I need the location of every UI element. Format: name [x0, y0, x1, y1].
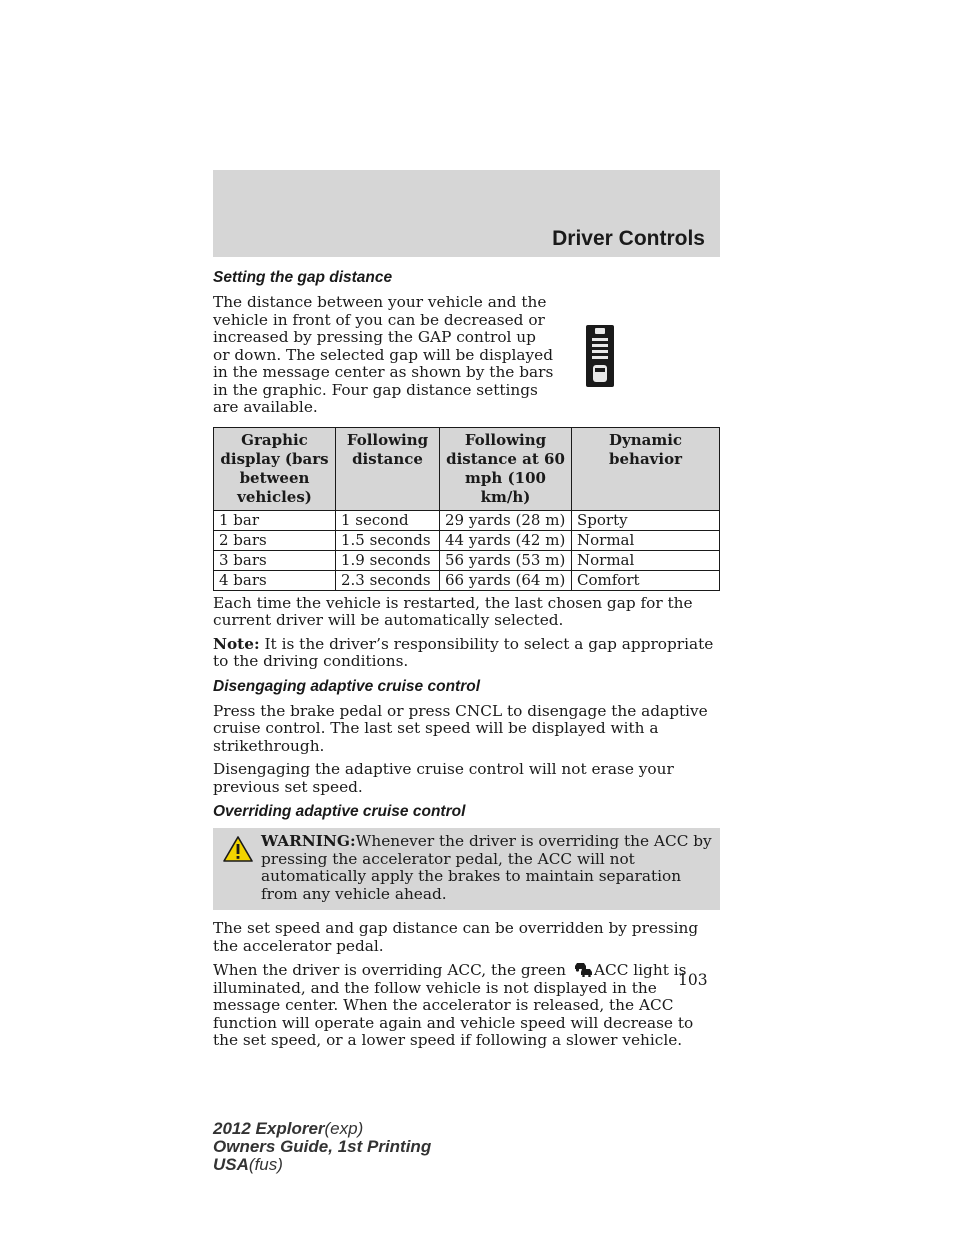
footer-line-1 — [213, 1120, 431, 1138]
table-cell: 3 bars — [214, 550, 336, 570]
warning-label: WARNING: — [261, 832, 356, 850]
footer-market-code: (fus) — [248, 1155, 283, 1174]
table-cell: 1 bar — [214, 510, 336, 530]
restart-paragraph: Each time the vehicle is restarted, the last chosen gap for the current driver will be automatically selected. — [213, 593, 693, 629]
table-cell: 1 second — [336, 510, 440, 530]
disengage-heading: Disengaging adaptive cruise control — [213, 677, 481, 695]
footer — [213, 1120, 431, 1174]
warning-paragraph — [219, 833, 714, 903]
table-cell: 44 yards (42 m) — [440, 530, 572, 550]
gap-heading: Setting the gap distance — [213, 269, 393, 286]
acc-vehicle-icon — [574, 961, 594, 977]
table-cell: Normal — [572, 530, 720, 550]
gap-distance-table — [213, 427, 720, 591]
warning-box — [213, 828, 720, 910]
col-header-behavior: Dynamic behavior — [572, 427, 720, 510]
table-header-row — [214, 427, 720, 510]
override-paragraph-1: The set speed and gap distance can be overridden by pressing the accelerator pedal. — [213, 919, 699, 955]
col-header-graphic: Graphic display (bars between vehicles) — [214, 427, 336, 510]
table-cell: 29 yards (28 m) — [440, 510, 572, 530]
table-row — [214, 570, 720, 590]
col-header-distance: Following distance at 60 mph (100 km/h) — [440, 427, 572, 510]
table-cell: 66 yards (64 m) — [440, 570, 572, 590]
footer-line-2: Owners Guide, 1st Printing — [213, 1137, 432, 1156]
warning-text: Whenever the driver is overriding the ACC by pressing the accelerator pedal, the ACC will not automatically apply the brakes to maintain separation from any vehicle ahead. — [261, 832, 712, 903]
page-content — [213, 268, 720, 1056]
table-cell: 2.3 seconds — [336, 570, 440, 590]
table-cell: 1.5 seconds — [336, 530, 440, 550]
override-text-after: ACC light is illuminated, and the follow vehicle is not displayed in the message center. When the accelerator is released, the ACC function will operate again and vehicle speed will decrease to the set speed, or a lower speed if following a slower vehicle. — [213, 961, 694, 1049]
footer-market: USA — [213, 1155, 249, 1174]
disengage-paragraph-2: Disengaging the adaptive cruise control will not erase your previous set speed. — [213, 760, 674, 796]
override-text-before: When the driver is overriding ACC, the green — [213, 961, 566, 979]
footer-model-code: (exp) — [324, 1119, 364, 1138]
table-row — [214, 550, 720, 570]
table-cell: 2 bars — [214, 530, 336, 550]
note-text: It is the driver’s responsibility to select a gap appropriate to the driving conditions. — [213, 634, 714, 670]
table-cell: 4 bars — [214, 570, 336, 590]
table-cell: Comfort — [572, 570, 720, 590]
table-cell: 1.9 seconds — [336, 550, 440, 570]
footer-line-3 — [213, 1156, 431, 1174]
gap-paragraph: The distance between your vehicle and the vehicle in front of you can be decreased or increased by pressing the GAP control up or down. The selected gap will be displayed in the message center as shown by the bars in the graphic. Four gap distance settings are available. — [213, 293, 554, 416]
table-row — [214, 510, 720, 530]
table-row — [214, 530, 720, 550]
section-title: Driver Controls — [552, 227, 705, 250]
page-number: 103 — [678, 971, 708, 989]
override-heading: Overriding adaptive cruise control — [213, 803, 466, 820]
gap-intro — [213, 294, 720, 423]
override-paragraph-2 — [213, 961, 720, 1050]
gap-distance-bars-icon — [586, 325, 614, 387]
warning-triangle-icon — [223, 836, 253, 862]
note-paragraph — [213, 636, 720, 671]
table-cell: Normal — [572, 550, 720, 570]
table-cell: 56 yards (53 m) — [440, 550, 572, 570]
note-label: Note: — [213, 634, 260, 653]
footer-model: 2012 Explorer — [213, 1119, 325, 1138]
disengage-paragraph-1: Press the brake pedal or press CNCL to disengage the adaptive cruise control. The last set speed will be displayed with a strikethrough. — [213, 701, 708, 755]
col-header-following: Following distance — [336, 427, 440, 510]
header-band — [213, 170, 720, 257]
table-cell: Sporty — [572, 510, 720, 530]
